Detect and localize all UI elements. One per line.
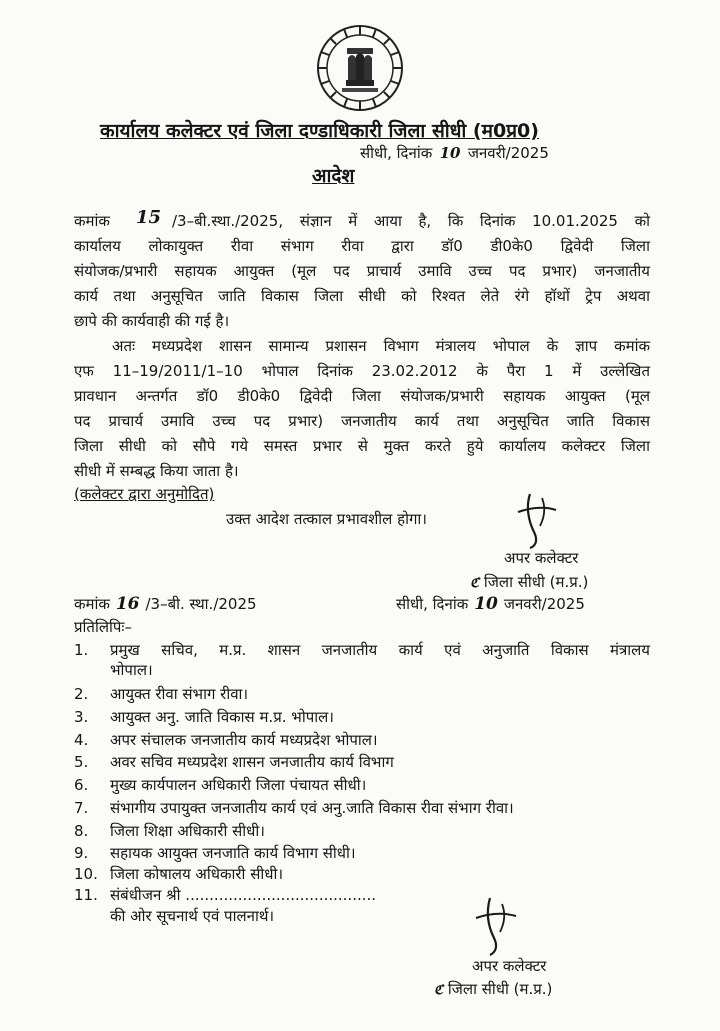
copy-item-7: संभागीय उपायुक्त जनजातीय कार्य एवं अनु.जाति विकास रीवा संभाग रीवा।	[110, 799, 514, 817]
copy-date-line	[396, 594, 585, 614]
order-line-10: जिला सीधी को सौपे गये समस्त प्रभार से मुक्त करते हुये कार्यालय कलेक्टर जिला	[74, 437, 650, 455]
header-date-rest: जनवरी/2025	[467, 144, 549, 162]
order-line-5: छापे की कार्यवाही की गई है।	[74, 312, 230, 330]
signatory-place-text-1: जिला सीधी (म.प्र.)	[483, 573, 589, 591]
copy-item-4: अपर संचालक जनजातीय कार्य मध्यप्रदेश भोपाल।	[110, 731, 378, 749]
order-line-6: अतः मध्यप्रदेश शासन सामान्य प्रशासन विभाग मंत्रालय भोपाल के ज्ञाप कमांक	[112, 337, 650, 355]
order-line-11: सीधी में सम्बद्ध किया जाता है।	[74, 462, 239, 480]
order-line-3: संयोजक/प्रभारी सहायक आयुक्त (मूल पद प्राचार्य उमावि उच्च पद प्रभार) जनजातीय	[74, 262, 650, 280]
copy-label: प्रतिलिपिः–	[74, 618, 132, 636]
copy-number-line	[74, 594, 257, 614]
signature-icon	[500, 488, 580, 550]
copy-date-prefix: सीधी, दिनांक	[396, 595, 469, 613]
copy-item-2: आयुक्त रीवा संभाग रीवा।	[110, 685, 249, 703]
copy-item-5: अवर सचिव मध्यप्रदेश शासन जनजातीय कार्य विभाग	[110, 753, 394, 771]
copy-item-6: मुख्य कार्यपालन अधिकारी जिला पंचायत सीधी।	[110, 776, 367, 794]
order-line-8: प्रावधान अन्तर्गत डॉ0 डी0के0 द्विवेदी जिला संयोजक/प्रभारी सहायक आयुक्त (मूल	[74, 387, 650, 405]
copy-item-10: जिला कोषालय अधिकारी सीधी।	[110, 865, 284, 883]
copy-number-suffix: /3–बी. स्था./2025	[145, 595, 257, 613]
signatory-place-1	[470, 572, 588, 594]
copy-item-11-num: 11.	[74, 886, 98, 904]
signatory-place-2	[434, 979, 552, 1001]
state-emblem	[316, 24, 404, 112]
signatory-title-1: अपर कलेक्टर	[504, 549, 579, 567]
signatory-initials-1: ℭ	[470, 576, 480, 591]
effective-note: उक्त आदेश तत्काल प्रभावशील होगा।	[226, 510, 427, 528]
order-line-7: एफ 11–19/2011/1–10 भोपाल दिनांक 23.02.2012 के पैरा 1 में उल्लेखित	[74, 362, 650, 380]
copy-item-1-line-1: प्रमुख सचिव, म.प्र. शासन जनजातीय कार्य एवं अनुजाति विकास मंत्रालय	[110, 641, 650, 659]
copy-footer: की ओर सूचनार्थ एवं पालनार्थ।	[110, 907, 275, 925]
copy-item-6-num: 6.	[74, 776, 89, 794]
signature-2	[460, 892, 540, 958]
signature-icon	[460, 892, 540, 958]
emblem-icon	[316, 24, 404, 112]
header-date-prefix: सीधी, दिनांक	[360, 144, 433, 162]
order-heading: आदेश	[312, 165, 355, 187]
approved-note: (कलेक्टर द्वारा अनुमोदित)	[74, 485, 215, 503]
copy-item-3-num: 3.	[74, 708, 89, 726]
copy-item-5-num: 5.	[74, 753, 89, 771]
header-date-day: 10	[439, 144, 461, 162]
signatory-place-text-2: जिला सीधी (म.प्र.)	[447, 980, 553, 998]
copy-item-3: आयुक्त अनु. जाति विकास म.प्र. भोपाल।	[110, 708, 334, 726]
copy-date-rest: जनवरी/2025	[503, 595, 585, 613]
copy-number: 16	[115, 594, 140, 614]
copy-item-10-num: 10.	[74, 865, 98, 883]
signatory-title-2: अपर कलेक्टर	[472, 957, 547, 975]
copy-item-1-num: 1.	[74, 641, 89, 659]
order-line-9: पद प्राचार्य उमावि उच्च पद प्रभार) जनजातीय कार्य तथा अनुसूचित जाति विकास	[74, 412, 650, 430]
copy-item-8: जिला शिक्षा अधिकारी सीधी।	[110, 822, 265, 840]
order-line-2: कार्यालय लोकायुक्त रीवा संभाग रीवा द्वारा डॉ0 डी0के0 द्विवेदी जिला	[74, 237, 650, 255]
order-number: 15	[136, 207, 162, 228]
copy-item-7-num: 7.	[74, 799, 89, 817]
header-date	[360, 143, 549, 163]
copy-date-day: 10	[474, 594, 498, 614]
office-title: कार्यालय कलेक्टर एवं जिला दण्डाधिकारी जिला सीधी (म0प्र0)	[100, 120, 539, 142]
copy-item-9-num: 9.	[74, 844, 89, 862]
order-number-prefix: कमांक	[74, 212, 110, 230]
copy-item-1-line-2: भोपाल।	[110, 661, 153, 679]
copy-item-2-num: 2.	[74, 685, 89, 703]
order-line-4: कार्य तथा अनुसूचित जाति विकास जिला सीधी को रिश्वत लेते रंगे हॉथों ट्रेप अथवा	[74, 287, 650, 305]
copy-number-prefix: कमांक	[74, 595, 110, 613]
signature-1	[500, 488, 580, 550]
order-line-1: /3–बी.स्था./2025, संज्ञान में आया है, कि दिनांक 10.01.2025 को	[172, 212, 650, 230]
copy-item-4-num: 4.	[74, 731, 89, 749]
copy-item-9: सहायक आयुक्त जनजाति कार्य विभाग सीधी।	[110, 844, 356, 862]
signatory-initials-2: ℭ	[434, 983, 444, 998]
copy-item-8-num: 8.	[74, 822, 89, 840]
copy-item-11: संबंधीजन श्री ........................................	[110, 886, 377, 904]
